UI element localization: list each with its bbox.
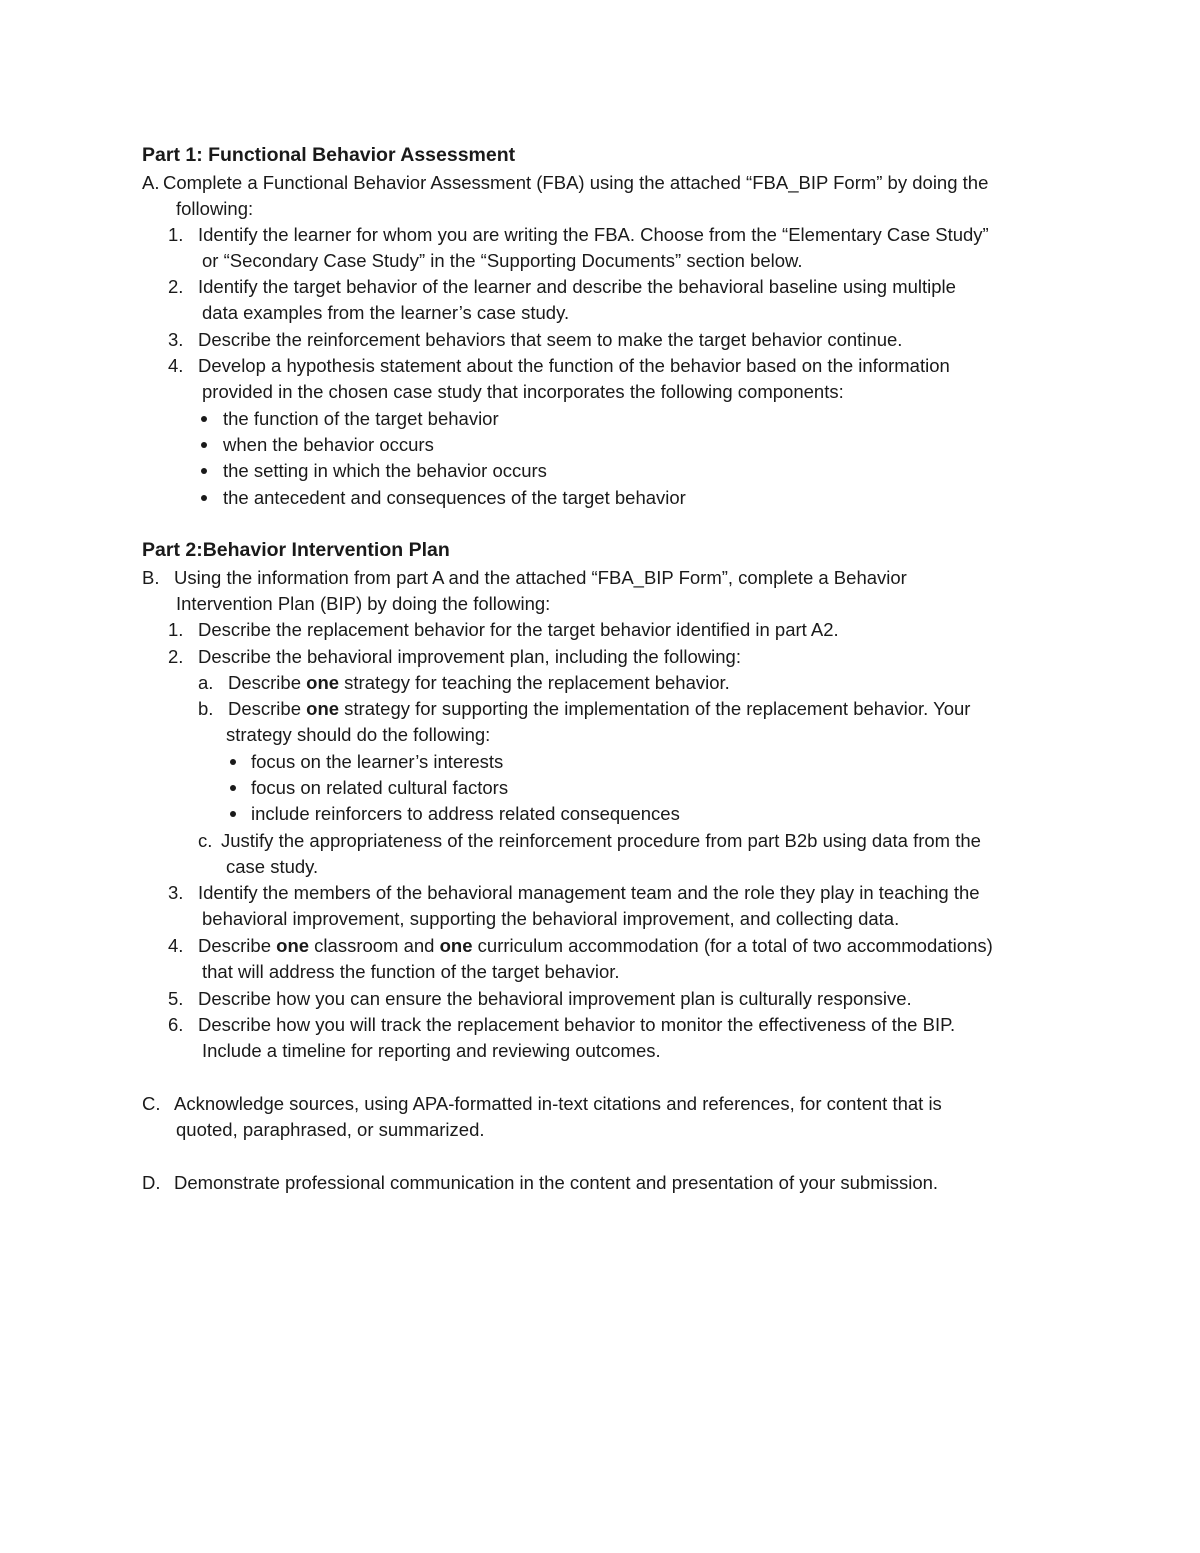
part1-bullet-1: the function of the target behavior bbox=[223, 408, 499, 429]
part2-sub-b-label: b. bbox=[198, 698, 214, 719]
part2-item3-num: 3. bbox=[168, 882, 184, 903]
part1-A-line2: following: bbox=[176, 198, 254, 219]
partC-label: C. bbox=[142, 1093, 161, 1114]
part1-item4-num: 4. bbox=[168, 355, 184, 376]
part2-sub-c-line2: case study. bbox=[226, 856, 319, 877]
part1-heading: Part 1: Functional Behavior Assessment bbox=[142, 144, 516, 166]
part2-sub-c-label: c. bbox=[198, 830, 213, 851]
part1-item1-line1: Identify the learner for whom you are writing the FBA. Choose from the “Elementary Case Study” bbox=[198, 224, 989, 245]
part1-A-line1: Complete a Functional Behavior Assessment (FBA) using the attached “FBA_BIP Form” by doing the bbox=[163, 172, 989, 193]
emphasis-one: one bbox=[306, 698, 340, 719]
part2-heading: Part 2:Behavior Intervention Plan bbox=[142, 539, 450, 561]
part2-item2-line1: Describe the behavioral improvement plan, including the following: bbox=[198, 646, 741, 667]
part1-bullet-4: the antecedent and consequences of the target behavior bbox=[223, 487, 686, 508]
part1-item1-line2: or “Secondary Case Study” in the “Supporting Documents” section below. bbox=[202, 250, 803, 271]
partD-label: D. bbox=[142, 1172, 161, 1193]
bullet-icon bbox=[201, 416, 207, 422]
partD-line1: Demonstrate professional communication in the content and presentation of your submission. bbox=[174, 1172, 939, 1193]
emphasis-one: one bbox=[306, 672, 340, 693]
part2-sub-a-text: Describe one strategy for teaching the replacement behavior. bbox=[228, 672, 730, 693]
part2-item6-num: 6. bbox=[168, 1014, 184, 1035]
bullet-icon bbox=[230, 811, 236, 817]
part2-sub-b-line2: strategy should do the following: bbox=[226, 724, 491, 745]
part1-item3-num: 3. bbox=[168, 329, 184, 350]
part2-item3-line2: behavioral improvement, supporting the behavioral improvement, and collecting data. bbox=[202, 908, 900, 929]
bullet-icon bbox=[201, 495, 207, 501]
bullet-icon bbox=[230, 759, 236, 765]
part2-sub-b-bullet-1: focus on the learner’s interests bbox=[251, 751, 504, 772]
part2-B-line1: Using the information from part A and the attached “FBA_BIP Form”, complete a Behavior bbox=[174, 567, 907, 588]
part1-bullet-2: when the behavior occurs bbox=[223, 434, 434, 455]
part2-item1-num: 1. bbox=[168, 619, 184, 640]
part2-B-label: B. bbox=[142, 567, 160, 588]
part2-sub-c-line1: Justify the appropriateness of the reinforcement procedure from part B2b using data from the bbox=[221, 830, 981, 851]
part1-item2-line1: Identify the target behavior of the learner and describe the behavioral baseline using multiple bbox=[198, 276, 956, 297]
part1-item3-line1: Describe the reinforcement behaviors that seem to make the target behavior continue. bbox=[198, 329, 903, 350]
part1-item4-line1: Develop a hypothesis statement about the function of the behavior based on the information bbox=[198, 355, 950, 376]
bullet-icon bbox=[230, 785, 236, 791]
part2-item4-num: 4. bbox=[168, 935, 184, 956]
part2-item5-line1: Describe how you can ensure the behavioral improvement plan is culturally responsive. bbox=[198, 988, 912, 1009]
part2-B-line2: Intervention Plan (BIP) by doing the following: bbox=[176, 593, 551, 614]
partC-line2: quoted, paraphrased, or summarized. bbox=[176, 1119, 485, 1140]
partC-line1: Acknowledge sources, using APA-formatted in-text citations and references, for content that is bbox=[174, 1093, 942, 1114]
part1-item1-num: 1. bbox=[168, 224, 184, 245]
part2-item1-line1: Describe the replacement behavior for the target behavior identified in part A2. bbox=[198, 619, 839, 640]
part2-item4-line1: Describe one classroom and one curriculum accommodation (for a total of two accommodations) bbox=[198, 935, 993, 956]
part1-item4-line2: provided in the chosen case study that incorporates the following components: bbox=[202, 381, 844, 402]
part2-item6-line2: Include a timeline for reporting and reviewing outcomes. bbox=[202, 1040, 661, 1061]
part2-sub-b-bullet-2: focus on related cultural factors bbox=[251, 777, 509, 798]
part2-sub-a-label: a. bbox=[198, 672, 214, 693]
part2-item3-line1: Identify the members of the behavioral management team and the role they play in teaching the bbox=[198, 882, 980, 903]
bullet-icon bbox=[201, 442, 207, 448]
part2-item6-line1: Describe how you will track the replacement behavior to monitor the effectiveness of the BIP. bbox=[198, 1014, 956, 1035]
part1-A-label: A. bbox=[142, 172, 160, 193]
part2-item2-num: 2. bbox=[168, 646, 184, 667]
part2-sub-b-bullet-3: include reinforcers to address related consequences bbox=[251, 803, 680, 824]
part2-item5-num: 5. bbox=[168, 988, 184, 1009]
emphasis-one: one bbox=[276, 935, 310, 956]
part2-item4-line2: that will address the function of the target behavior. bbox=[202, 961, 620, 982]
part1-item2-num: 2. bbox=[168, 276, 184, 297]
part1-bullet-3: the setting in which the behavior occurs bbox=[223, 460, 547, 481]
bullet-icon bbox=[201, 468, 207, 474]
emphasis-one: one bbox=[439, 935, 473, 956]
part2-sub-b-text: Describe one strategy for supporting the implementation of the replacement behavior. Your bbox=[228, 698, 971, 719]
part1-item2-line2: data examples from the learner’s case study. bbox=[202, 302, 570, 323]
